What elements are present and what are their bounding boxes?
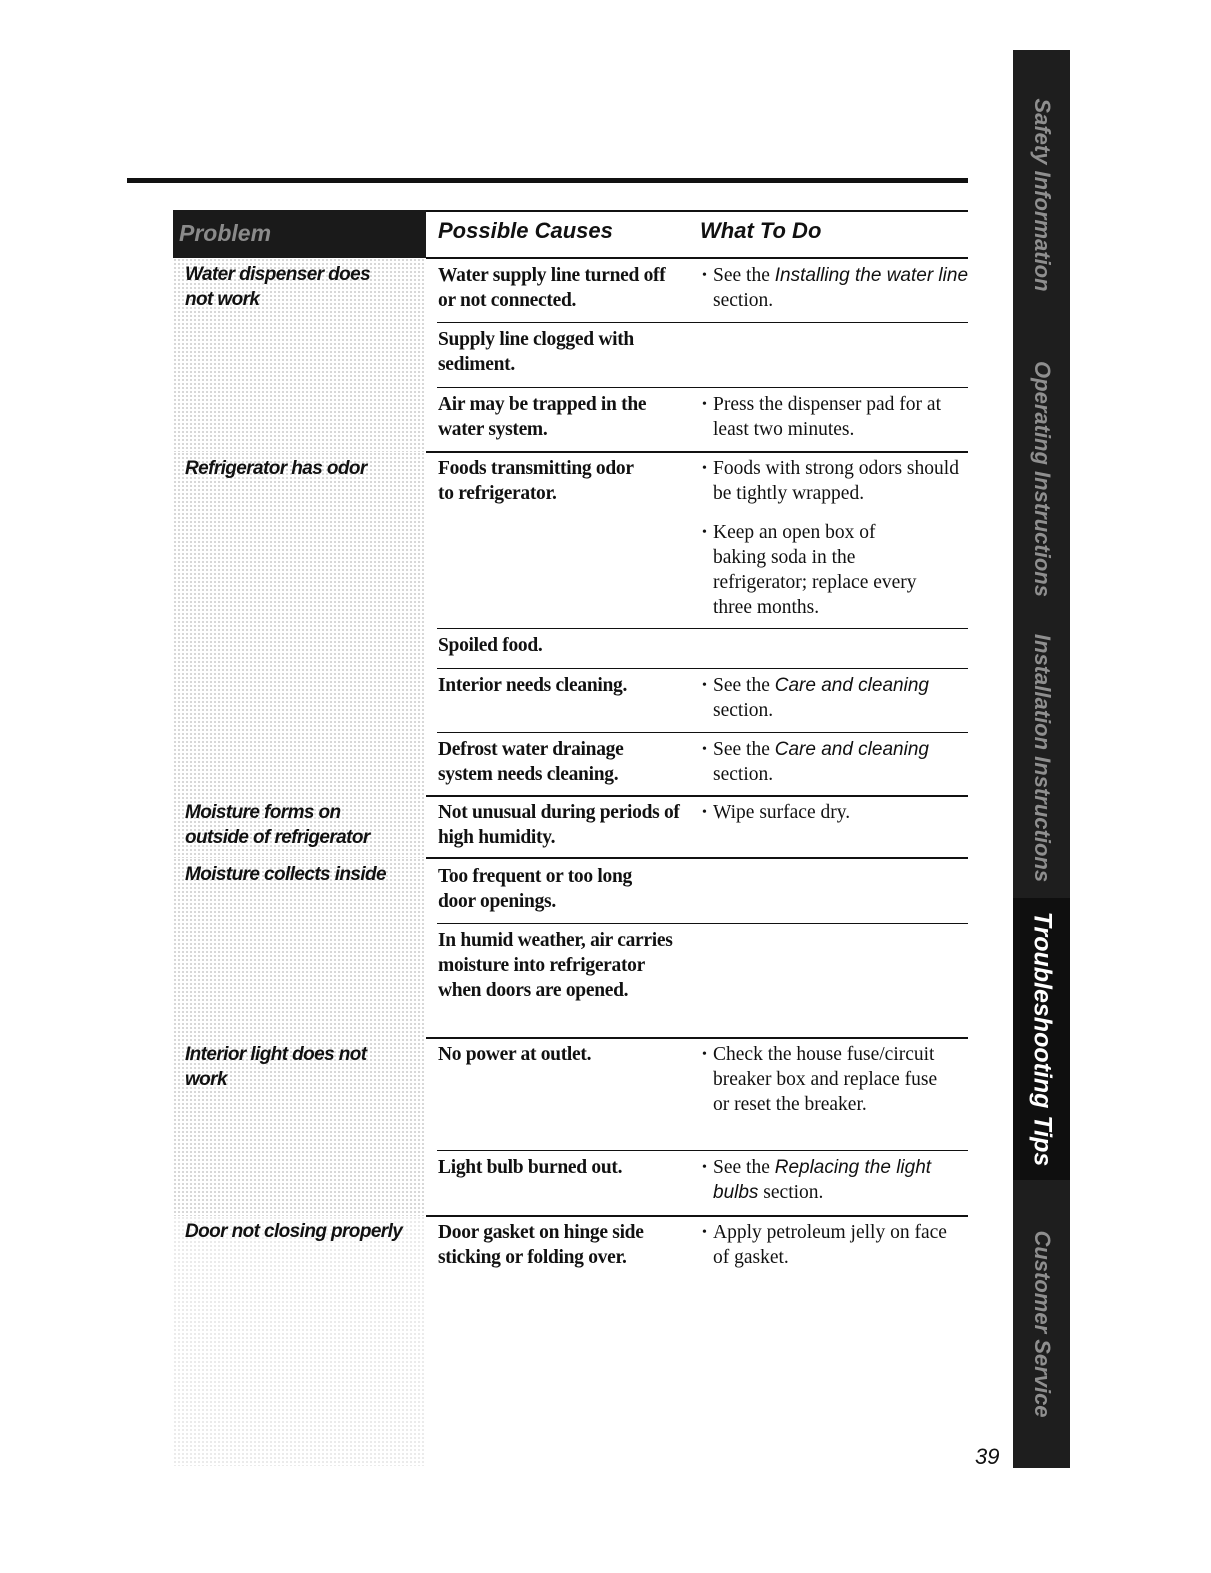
problem-water-dispenser: Water dispenser does not work — [185, 264, 371, 310]
cause-text: Door gasket on hinge side sticking or folding over. — [438, 1222, 644, 1268]
tab-label: Installation Instructions — [1029, 633, 1055, 883]
bullet-icon: • — [702, 397, 707, 412]
cause-text: Light bulb burned out. — [438, 1157, 623, 1178]
tab-label: Operating Instructions — [1029, 361, 1055, 597]
tab-label: Troubleshooting Tips — [1028, 911, 1056, 1167]
row-divider — [437, 628, 968, 629]
problem-background-6 — [173, 1216, 426, 1466]
tab-customer-service[interactable] — [1013, 1180, 1070, 1468]
todo-text: section. — [758, 1182, 824, 1203]
todo-text: section. — [713, 700, 774, 721]
problem-interior-light: Interior light does not work — [185, 1044, 367, 1090]
cause-text: Air may be trapped in the water system. — [438, 394, 647, 440]
todo-reference: Installing the water line — [774, 265, 969, 286]
problem-refrigerator-odor: Refrigerator has odor — [185, 458, 367, 479]
row-divider — [437, 923, 968, 924]
tab-label: Customer Service — [1029, 1230, 1055, 1418]
todo-item — [700, 1155, 968, 1205]
cause-text: Too frequent or too long door openings. — [438, 866, 632, 912]
todo-text: Apply petroleum jelly on face of gasket. — [713, 1222, 947, 1268]
top-rule — [127, 178, 968, 183]
todo-item — [700, 737, 968, 787]
problem-door-closing: Door not closing properly — [185, 1221, 403, 1242]
todo-item — [700, 456, 968, 506]
cause-text: Interior needs cleaning. — [438, 675, 628, 696]
header-bottom-rule — [426, 257, 968, 259]
todo-item — [700, 1220, 955, 1270]
todo-item — [700, 392, 968, 442]
todo-reference: Replacing the light bulbs — [713, 1157, 932, 1203]
bullet-icon: • — [702, 1225, 707, 1240]
tab-troubleshooting-tips[interactable] — [1013, 898, 1070, 1180]
bullet-icon: • — [702, 1047, 707, 1062]
todo-text: See the — [713, 1157, 775, 1178]
todo-text: section. — [713, 290, 774, 311]
tab-operating-instructions[interactable] — [1013, 340, 1070, 618]
problem-divider — [426, 451, 968, 453]
todo-text: Check the house fuse/circuit breaker box and replace fuse or reset the breaker. — [713, 1044, 938, 1115]
todo-item — [700, 1042, 948, 1117]
problem-column-header: Problem — [173, 210, 426, 258]
todo-item — [700, 673, 968, 723]
row-divider — [437, 668, 968, 669]
todo-reference: Care and cleaning — [774, 675, 929, 696]
cause-text: Water supply line turned off or not connected. — [438, 265, 666, 311]
cause-text: Foods transmitting odor to refrigerator. — [438, 458, 634, 504]
page-number: 39 — [975, 1444, 1000, 1469]
todo-text: section. — [713, 764, 774, 785]
cause-text: Not unusual during periods of high humidity. — [438, 802, 680, 848]
bullet-icon: • — [702, 742, 707, 757]
bullet-icon: • — [702, 268, 707, 283]
bullet-icon: • — [702, 461, 707, 476]
todo-text: Press the dispenser pad for at least two minutes. — [713, 394, 941, 440]
bullet-icon: • — [702, 805, 707, 820]
todo-reference: Care and cleaning — [774, 739, 929, 760]
problem-moisture-inside: Moisture collects inside — [185, 864, 386, 885]
todo-item — [700, 263, 968, 313]
todo-text: Foods with strong odors should be tightly wrapped. — [713, 458, 959, 504]
cause-text: In humid weather, air carries moisture into refrigerator when doors are opened. — [438, 930, 673, 1001]
todo-item — [700, 520, 920, 620]
todo-column-header: What To Do — [700, 218, 822, 243]
cause-text: No power at outlet. — [438, 1044, 592, 1065]
row-divider — [437, 322, 968, 323]
table-top-rule — [426, 210, 968, 212]
problem-divider — [426, 1037, 968, 1039]
bullet-icon: • — [702, 525, 707, 540]
todo-item — [700, 800, 968, 825]
tab-installation-instructions[interactable] — [1013, 618, 1070, 898]
cause-text: Defrost water drainage system needs cleaning. — [438, 739, 624, 785]
todo-text: See the — [713, 739, 775, 760]
row-divider — [437, 1150, 968, 1151]
row-divider — [437, 387, 968, 388]
row-divider — [437, 732, 968, 733]
problem-moisture-outside: Moisture forms on outside of refrigerator — [185, 802, 370, 848]
todo-text: See the — [713, 265, 775, 286]
problem-background-2 — [173, 452, 426, 796]
bullet-icon: • — [702, 678, 707, 693]
todo-text: Keep an open box of baking soda in the refrigerator; replace every three months. — [713, 522, 917, 618]
tab-safety-information[interactable] — [1013, 50, 1070, 340]
todo-text: Wipe surface dry. — [713, 802, 851, 823]
cause-text: Supply line clogged with sediment. — [438, 329, 634, 375]
causes-column-header: Possible Causes — [438, 218, 613, 243]
problem-divider — [426, 1215, 968, 1217]
problem-divider — [426, 795, 968, 797]
tab-label: Safety Information — [1029, 98, 1055, 292]
cause-text: Spoiled food. — [438, 635, 543, 656]
todo-text: See the — [713, 675, 775, 696]
problem-divider — [426, 857, 968, 859]
bullet-icon: • — [702, 1160, 707, 1175]
